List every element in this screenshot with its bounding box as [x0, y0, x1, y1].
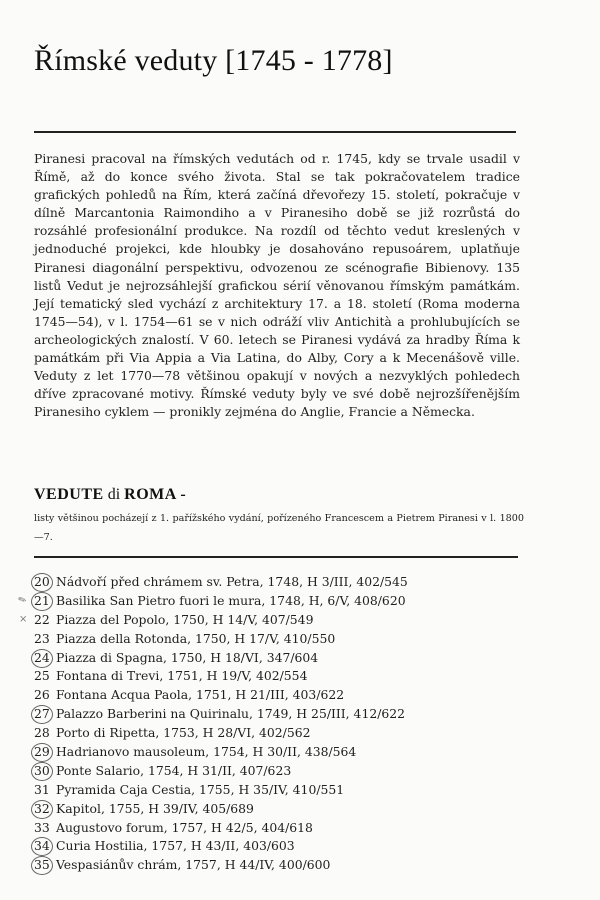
catalog-item — [34, 781, 408, 800]
page-title: Římské veduty [1745 - 1778] — [34, 44, 393, 77]
catalog-item-text: Palazzo Barberini na Quirinalu, 1749, H 25/III, 412/622 — [56, 706, 406, 722]
catalog-item-number: 24 — [34, 649, 56, 668]
catalog-item — [34, 686, 408, 705]
catalog-item-number: 28 — [34, 725, 50, 741]
margin-mark: ✎ — [16, 593, 29, 608]
catalog-item — [19, 611, 408, 630]
catalog-item-text: Curia Hostilia, 1757, H 43/II, 403/603 — [56, 838, 295, 854]
catalog-item-number: 23 — [34, 630, 50, 646]
catalog-item-text: Piazza del Popolo, 1750, H 14/V, 407/549 — [56, 611, 314, 627]
catalog-item-text: Basilika San Pietro fuori le mura, 1748, H, 6/V, 408/620 — [56, 592, 406, 608]
catalog-item — [34, 630, 408, 649]
catalog-item-number: 34 — [34, 837, 56, 856]
catalog-item-text: Augustovo forum, 1757, H 42/5, 404/618 — [56, 819, 313, 835]
divider-rule — [34, 131, 516, 133]
catalog-item-number: 27 — [34, 705, 56, 724]
catalog-item-text: Hadrianovo mausoleum, 1754, H 30/II, 438/564 — [56, 744, 357, 760]
catalog-item-number: 33 — [34, 819, 50, 835]
catalog-item — [34, 762, 408, 781]
section-title — [34, 486, 186, 504]
catalog-item-text: Pyramida Caja Cestia, 1755, H 35/IV, 410/551 — [56, 781, 345, 797]
catalog-item-number: 21 — [34, 592, 56, 611]
catalog-list — [16, 573, 408, 875]
catalog-item — [16, 592, 408, 611]
catalog-item — [34, 743, 408, 762]
section-title-part: di — [103, 486, 125, 503]
catalog-item-number: 35 — [34, 856, 56, 875]
intro-paragraph: Piranesi pracoval na římských vedutách od r. 1745, kdy se trvale usadil v Římě, až do konce svého života. Stal se tak pokračovatelem tradice grafických pohledů na Řím, která začíná dřevořezy 15. století, pokračuje v dílně Marcantonia Raimondiho a v Piranesiho době se již rozrůstá do rozsáhlé profesionální produkce. Na rozdíl od těchto vedut kreslených v jednoduché projekci, kde hloubky je dosahováno repusoárem, uplatňuje Piranesi diagonální perspektivu, odvozenou ze scénografie Bibienovy. 135 listů Vedut je nejrozsáhlejší grafickou sérií věnovanou římským památkám. Její tematický sled vychází z architektury 17. a 18. století (Roma moderna 1745—54), v l. 1754—61 se v nich odráží vliv Antichità a prohlubujících se archeologických znalostí. V 60. letech se Piranesi vydává za hradby Říma k památkám při Via Appia a Via Latina, do Alby, Cory a k Mecenášově ville. Veduty z let 1770—78 většinou opakují v nových a nezvyklých pohledech dříve zpracované motivy. Římské veduty byly ve své době nejrozšířenějším Piranesiho cyklem — pronikly zejména do Anglie, Francie a Německa. — [34, 151, 520, 420]
catalog-item-text: Vespasiánův chrám, 1757, H 44/IV, 400/600 — [56, 857, 331, 873]
catalog-item — [34, 819, 408, 838]
catalog-item — [34, 724, 408, 743]
catalog-item — [34, 856, 408, 875]
catalog-item-text: Fontana Acqua Paola, 1751, H 21/III, 403/622 — [56, 687, 345, 703]
section-title-part: VEDUTE — [34, 486, 104, 503]
catalog-item-text: Fontana di Trevi, 1751, H 19/V, 402/554 — [56, 668, 308, 684]
catalog-item-number: 30 — [34, 762, 56, 781]
catalog-item-number: 26 — [34, 687, 50, 703]
catalog-item-text: Piazza della Rotonda, 1750, H 17/V, 410/550 — [56, 630, 336, 646]
catalog-item-number: 29 — [34, 743, 56, 762]
section-title-part: ROMA - — [124, 486, 187, 503]
catalog-item-text: Kapitol, 1755, H 39/IV, 405/689 — [56, 800, 254, 816]
catalog-item-text: Nádvoří před chrámem sv. Petra, 1748, H 3/III, 402/545 — [56, 574, 408, 589]
catalog-item — [34, 705, 408, 724]
catalog-item-number: 22 — [34, 611, 50, 627]
catalog-item-text: Porto di Ripetta, 1753, H 28/VI, 402/562 — [56, 725, 311, 741]
catalog-item-number: 32 — [34, 800, 56, 819]
divider-rule — [34, 556, 518, 558]
catalog-item — [34, 800, 408, 819]
catalog-item-number: 31 — [34, 781, 50, 797]
catalog-item — [34, 573, 408, 592]
margin-mark: × — [19, 613, 28, 625]
catalog-item — [34, 837, 408, 856]
catalog-item-text: Ponte Salario, 1754, H 31/II, 407/623 — [56, 762, 292, 778]
catalog-item-text: Piazza di Spagna, 1750, H 18/VI, 347/604 — [56, 649, 319, 665]
catalog-item-number: 25 — [34, 668, 50, 684]
section-subtitle: listy většinou pocházejí z 1. pařížského vydání, pořízeného Francescem a Pietrem Piranesi v l. 1800—7. — [34, 513, 524, 543]
catalog-item — [34, 667, 408, 686]
catalog-item-number: 20 — [34, 573, 56, 592]
catalog-item — [34, 649, 408, 668]
